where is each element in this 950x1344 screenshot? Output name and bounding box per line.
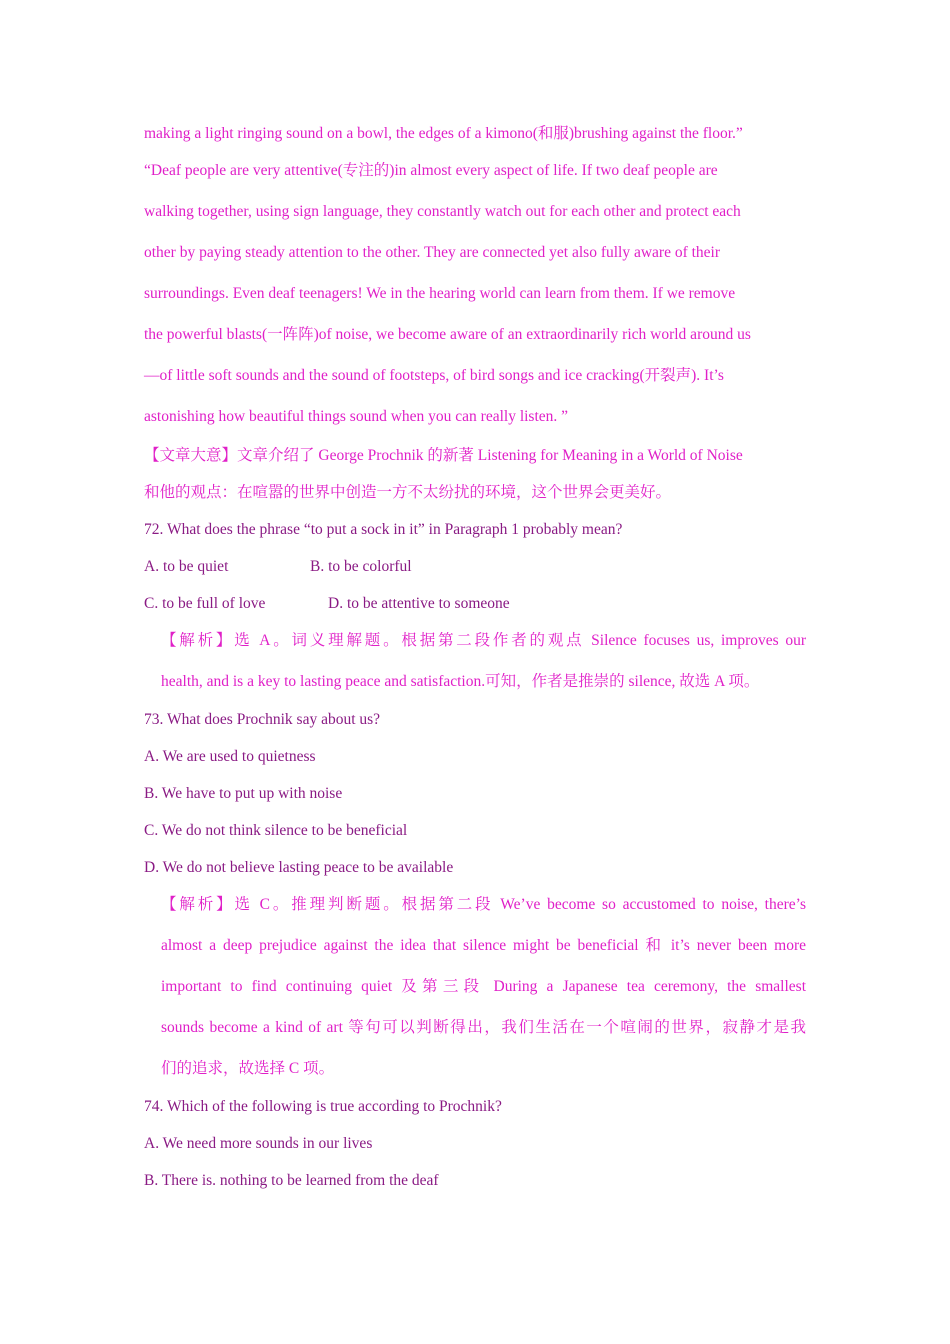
passage-line: “Deaf people are very attentive(专注的)in almost every aspect of life. If two deaf people are — [144, 162, 718, 179]
option-72-c: C. to be full of love — [144, 595, 266, 612]
passage-line: surroundings. Even deaf teenagers! We in the hearing world can learn from them. If we remove — [144, 285, 736, 302]
passage-line: astonishing how beautiful things sound when you can really listen. ” — [144, 408, 569, 425]
question-73: 73. What does Prochnik say about us? — [144, 711, 381, 728]
passage-line: other by paying steady attention to the other. They are connected yet also fully aware of their — [144, 244, 721, 261]
analysis-73-line: important to find continuing quiet 及第三段 During a Japanese tea ceremony, the smallest — [161, 978, 806, 995]
option-73-a: A. We are used to quietness — [144, 748, 316, 765]
option-74-b: B. There is. nothing to be learned from the deaf — [144, 1172, 439, 1189]
option-73-d: D. We do not believe lasting peace to be available — [144, 859, 454, 876]
analysis-73-line: sounds become a kind of art 等句可以判断得出，我们生活在一个喧闹的世界，寂静才是我 — [161, 1019, 806, 1036]
question-72: 72. What does the phrase “to put a sock in it” in Paragraph 1 probably mean? — [144, 521, 623, 538]
option-74-a: A. We need more sounds in our lives — [144, 1135, 373, 1152]
option-72-b: B. to be colorful — [310, 558, 412, 575]
question-74: 74. Which of the following is true according to Prochnik? — [144, 1098, 502, 1115]
option-73-c: C. We do not think silence to be beneficial — [144, 822, 408, 839]
analysis-72-line: 【解析】选 A。词义理解题。根据第二段作者的观点 Silence focuses us, improves our — [161, 632, 806, 649]
summary-line: 和他的观点：在喧嚣的世界中创造一方不太纷扰的环境，这个世界会更美好。 — [144, 484, 672, 501]
option-73-b: B. We have to put up with noise — [144, 785, 343, 802]
passage-line: the powerful blasts(一阵阵)of noise, we become aware of an extraordinarily rich world around us — [144, 326, 751, 343]
analysis-73-line: 们的追求，故选择 C 项。 — [161, 1060, 335, 1077]
summary-line: 【文章大意】文章介绍了 George Prochnik 的新著 Listening for Meaning in a World of Noise — [144, 447, 743, 464]
option-72-a: A. to be quiet — [144, 558, 229, 575]
option-72-d: D. to be attentive to someone — [328, 595, 510, 612]
analysis-73-line: 【解析】选 C。推理判断题。根据第二段 We’ve become so accustomed to noise, there’s — [161, 896, 806, 913]
analysis-72-line: health, and is a key to lasting peace and satisfaction.可知，作者是推崇的 silence, 故选 A 项。 — [161, 673, 760, 690]
passage-line: making a light ringing sound on a bowl, the edges of a kimono(和服)brushing against the floor.” — [144, 125, 743, 142]
analysis-73-line: almost a deep prejudice against the idea that silence might be beneficial 和 it’s never been more — [161, 937, 806, 954]
passage-line: walking together, using sign language, they constantly watch out for each other and protect each — [144, 203, 741, 220]
passage-line: —of little soft sounds and the sound of footsteps, of bird songs and ice cracking(开裂声). It’s — [144, 367, 724, 384]
